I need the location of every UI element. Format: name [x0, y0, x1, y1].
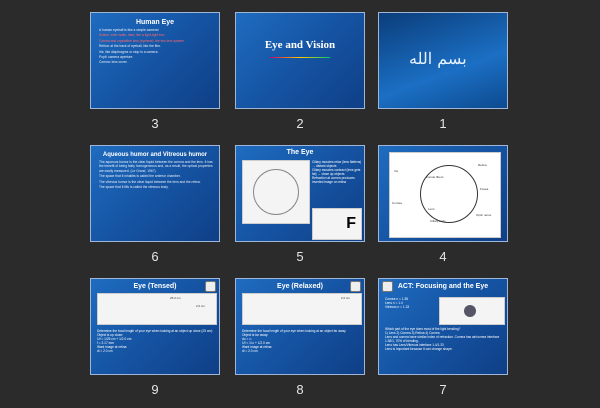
- slide-bullets: [91, 26, 219, 65]
- note: Refraction at cornea produces inverted image on retina: [312, 176, 355, 184]
- slide-cell-5: [235, 145, 365, 275]
- image-inversion-figure: [312, 208, 362, 240]
- slide-notes: [312, 160, 362, 184]
- bullet: Cornea: lens cover.: [99, 60, 128, 65]
- index-list: [385, 297, 435, 309]
- eyeball-outline: [420, 165, 478, 223]
- slide-thumbnail-1[interactable]: [378, 12, 508, 109]
- slide-cell-1: [378, 12, 508, 142]
- note: Want image at retina:: [242, 345, 273, 349]
- slide-cell-2: [235, 12, 365, 142]
- slide-title: The Eye: [286, 149, 314, 156]
- slide-number: 9: [151, 382, 159, 397]
- bullet: The aqueous humor is the clear liquid between the cornea and the lens. It has the benefit of being fairly homogeneous and, as a result, the optical properties are easily measured. (Le Grand, 1967): [99, 160, 213, 173]
- label-cornea: Cornea: [392, 201, 402, 205]
- slide-cell-3: [90, 12, 220, 142]
- iris-shape: [464, 305, 476, 317]
- note: Object is up close:: [97, 333, 124, 337]
- index-item: Cornea n = 1.38: [385, 297, 408, 301]
- dimension-label: 25.0 cm: [170, 296, 181, 300]
- equation: di = 2.0 cm: [242, 349, 258, 353]
- ray-diagram: [97, 293, 217, 325]
- note: Lens is important because it can change shape.: [385, 347, 453, 351]
- label-lens: Lens: [428, 207, 435, 211]
- bullet: The vitreous humor is the clear liquid between the lens and the retina.: [99, 179, 201, 184]
- label-retina: Retina: [478, 163, 487, 167]
- speaker-icon: [382, 281, 393, 292]
- equation: do = ∞: [242, 337, 252, 341]
- slide-notes: [97, 329, 215, 353]
- bullet: A human eyeball is like a simple camera!: [99, 28, 159, 32]
- slide-title: Aqueous humor and Vitreous humor: [102, 152, 208, 158]
- note: Lens has Lens/Vitreous interface 1.4/1.33: [385, 343, 444, 347]
- slide-title: Eye (Tensed): [133, 283, 177, 290]
- bullet: The space that it fills is called the vitreous body.: [99, 185, 169, 190]
- slide-number: 4: [439, 249, 447, 264]
- ray-diagram: [242, 293, 362, 325]
- note: 1) Lens 2) Cornea 3) Retina 4) Cornea: [385, 331, 440, 335]
- slide-thumbnail-6[interactable]: [90, 145, 220, 242]
- title-underline: [270, 57, 330, 58]
- slide-number: 5: [296, 249, 304, 264]
- slide-number: 3: [151, 116, 159, 131]
- bullet: Retina: at the back of eyeball, like the film.: [99, 44, 161, 49]
- eyeball-outline: [253, 169, 299, 215]
- bullet: Sclera: outer walls, hard, like a light-tight box.: [99, 33, 166, 38]
- slide-cell-8: [235, 278, 365, 408]
- eye-anatomy-diagram: [389, 152, 501, 238]
- slide-number: 8: [296, 382, 304, 397]
- bullet: Iris: like diaphragms or stop in a camera.: [99, 49, 159, 54]
- eye-photo: [439, 297, 505, 325]
- letter-f: F: [346, 215, 356, 232]
- label-iris: Iris: [394, 169, 398, 173]
- note: Ciliary muscles relax (lens flattens) → distant objects: [312, 160, 362, 168]
- label-ciliary-body: Ciliary body: [430, 219, 446, 223]
- equation: 1/f = 1/25 cm + 1/2.0 cm: [97, 337, 132, 341]
- note: Lens and cornea have similar index of refraction. Cornea has air/cornea interface 1.38/1, 70% of bending.: [385, 335, 500, 343]
- bullet: The space that it inhabits is called the anterior chamber.: [99, 174, 181, 179]
- note: Which part of the eye does most of the light bending?: [385, 327, 461, 331]
- note: Determine the focal length of your eye when looking at an object far away.: [242, 329, 347, 333]
- slide-thumbnail-9[interactable]: [90, 278, 220, 375]
- equation: di = 2.0 cm: [97, 349, 113, 353]
- slide-thumbnail-7[interactable]: [378, 278, 508, 375]
- slide-thumbnail-5[interactable]: [235, 145, 365, 242]
- slide-bullets: [91, 158, 219, 189]
- slide-cell-9: [90, 278, 220, 408]
- eye-diagram-image: [242, 160, 310, 224]
- slide-cell-4: [378, 145, 508, 275]
- equation: f = 2.17 mm: [97, 341, 114, 345]
- note: Object is far away:: [242, 333, 269, 337]
- note: Want image at retina:: [97, 345, 128, 349]
- speaker-icon: [205, 281, 216, 292]
- note: Ciliary muscles contract (lens gets fat) → close up objects: [312, 168, 361, 176]
- slide-notes: [385, 327, 503, 351]
- index-item: Lens n = 1.4: [385, 301, 403, 305]
- slide-title: Eye and Vision: [264, 39, 336, 51]
- slide-title: Human Eye: [135, 19, 175, 26]
- slide-number: 7: [439, 382, 447, 397]
- slide-thumbnail-3[interactable]: [90, 12, 220, 109]
- equation: 1/f = 1/∞ + 1/2.0 cm: [242, 341, 270, 345]
- speaker-icon: [350, 281, 361, 292]
- calligraphy-logo: بسم الله: [409, 49, 467, 68]
- dimension-label: 2.0 cm: [341, 296, 351, 300]
- slide-notes: [242, 329, 360, 353]
- slide-thumbnail-4[interactable]: [378, 145, 508, 242]
- slide-thumbnail-8[interactable]: [235, 278, 365, 375]
- slide-number: 2: [296, 116, 304, 131]
- note: Determine the focal length of your eye when looking at an object up close (25 cm):: [97, 329, 214, 333]
- slide-title: ACT: Focusing and the Eye: [397, 283, 489, 290]
- label-zonule-fibers: Zonule fibers: [426, 175, 444, 179]
- dimension-label: 2.0 cm: [196, 304, 206, 308]
- slide-thumbnail-2[interactable]: [235, 12, 365, 109]
- slide-number: 1: [439, 116, 447, 131]
- label-optic-nerve: Optic nerve: [476, 213, 492, 217]
- slide-cell-6: [90, 145, 220, 275]
- slide-cell-7: [378, 278, 508, 408]
- slide-title: Eye (Relaxed): [277, 283, 323, 290]
- label-fovea: Fovea: [480, 187, 489, 191]
- bullet: Pupil: camera aperture.: [99, 55, 134, 60]
- slide-number: 6: [151, 249, 159, 264]
- bullet: Cornea and crystalline lens (eyelens): the two lens system: [99, 38, 185, 43]
- index-item: Vitreous n = 1.33: [385, 305, 410, 309]
